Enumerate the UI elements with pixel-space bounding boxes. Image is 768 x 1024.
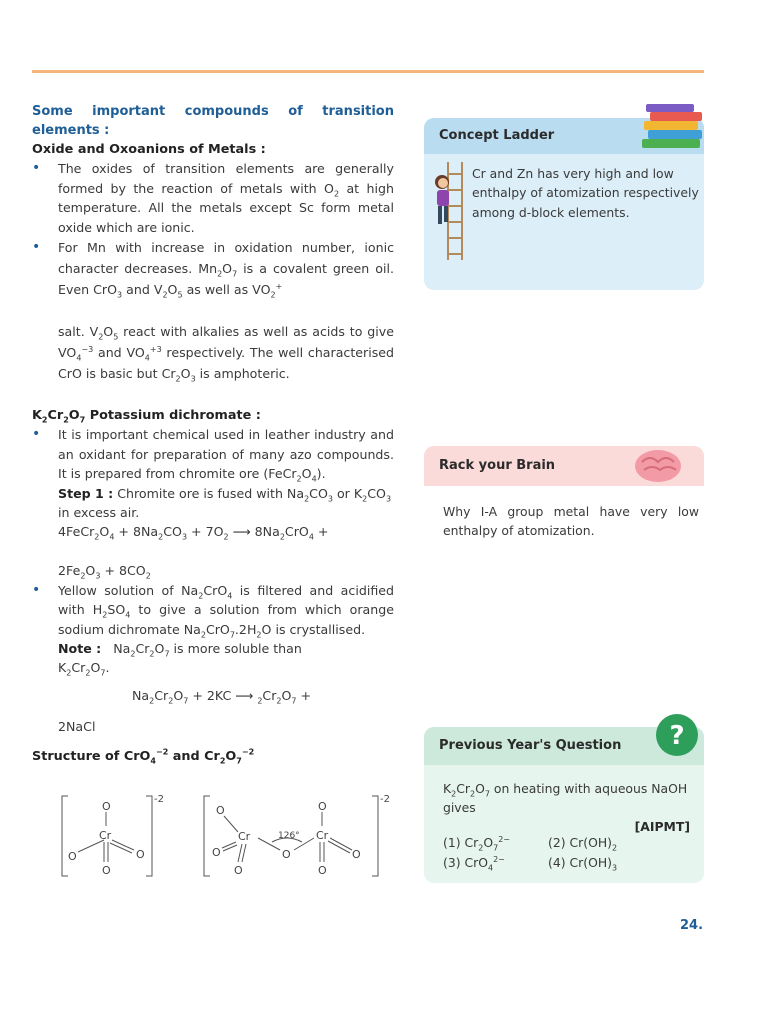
brain-icon — [632, 446, 684, 486]
atom-o: O — [68, 850, 77, 863]
books-icon — [640, 100, 706, 150]
pyq-option-2: (2) $Cr(OH)_2$ — [548, 835, 618, 853]
atom-cr: Cr — [238, 830, 251, 843]
top-rule — [32, 70, 704, 73]
atom-o: O — [136, 848, 145, 861]
pyq-tag: [AIPMT] — [634, 819, 690, 834]
atom-o: O — [234, 864, 243, 877]
section-title: Some important compounds of transition elements : — [32, 104, 394, 138]
main-column — [32, 102, 394, 766]
dichromate-heading: $K_2Cr_2O_7$ Potassium dichromate : — [32, 408, 261, 425]
rack-your-brain-title: Rack your Brain — [424, 446, 704, 486]
atom-cr: Cr — [99, 829, 112, 842]
page-number: 24. — [680, 918, 704, 933]
structure-heading: Structure of CrO$_4^{-2}$ and $Cr_2O_7^{-2}$ — [32, 747, 255, 766]
pyq-question: $K_2Cr_2O_7$ on heating with aqueous NaOH gives — [443, 781, 688, 816]
atom-cr: Cr — [316, 829, 329, 842]
bond-angle: 126° — [278, 831, 300, 841]
atom-o: O — [102, 864, 111, 877]
pyq-option-1: (1) $Cr_2O_7^{2-}$ — [443, 834, 510, 853]
concept-ladder-title: Concept Ladder — [424, 118, 704, 154]
step-1: Step 1 : Chromite ore is fused with $Na_2CO_3$ or $K_2CO_3$ in excess air. — [58, 485, 392, 521]
atom-o: O — [216, 804, 225, 817]
bullet-dichromate-use: • It is important chemical used in leather industry and an oxidant for preparation of many azo compounds. It is prepared from chromite ore $(FeCr_2O_4)$. — [32, 425, 394, 483]
equation-2: $Na_2Cr_2O_7 + 2KC$ ⟶ $_2Cr_2O_7$ + — [132, 687, 312, 706]
equation-2-tail: 2NaCl — [58, 719, 96, 735]
pyq-title: Previous Year's Question — [424, 727, 704, 765]
bullet-mn: • For Mn with increase in oxidation number, ionic character decreases. $Mn_2O_7$ is a covalent green oil. Even CrO$_3$ and $V_2O_5$ as well as $VO_2^+$ salt. $V_2O_5$ react with alkalies as well as acids to give $VO_4^{-3}$ and $VO_4^{+3}$ respectively. The well characterised CrO is basic but $Cr_2O_3$ is amphoteric. — [32, 237, 394, 384]
pyq-option-4: (4) $Cr(OH)_3$ — [548, 855, 618, 873]
rack-your-brain-text: Why I-A group metal have very low enthalpy of atomization. — [443, 504, 699, 539]
bullet-oxides: • The oxides of transition elements are generally formed by the reaction of metals with $O_2$ at high temperature. All the metals except Sc form metal oxide which are ionic. — [32, 159, 394, 237]
note: Note : $Na_2Cr_2O_7$ is more soluble than $K_2Cr_2O_7$. — [58, 640, 302, 678]
atom-o: O — [102, 800, 111, 813]
pyq-option-3: (3) CrO$_4^{2-}$ — [443, 854, 505, 873]
ladder-girl-icon — [428, 160, 470, 262]
oxide-heading: Oxide and Oxoanions of Metals : — [32, 142, 266, 157]
equation-1: $4FeCr_2O_4 + 8Na_2CO_3 + 7O_2$ ⟶ $8Na_2CrO_4$ + $2Fe_2O_3 + 8CO_2$ — [58, 524, 329, 581]
charge-label: -2 — [154, 794, 164, 805]
atom-o: O — [212, 846, 221, 859]
atom-o: O — [282, 848, 291, 861]
atom-o: O — [318, 864, 327, 877]
charge-label: -2 — [380, 794, 390, 805]
question-mark-icon — [654, 712, 700, 758]
atom-o: O — [352, 848, 361, 861]
svg-text:?: ? — [669, 721, 685, 751]
atom-o: O — [318, 800, 327, 813]
chromate-structure-diagram — [54, 790, 394, 882]
bullet-yellow-solution: • Yellow solution of $Na_2CrO_4$ is filtered and acidified with $H_2SO_4$ to give a solution from which orange sodium dichromate $Na_2CrO_7.2H_2O$ is crystallised. — [32, 581, 394, 639]
concept-ladder-text: Cr and Zn has very high and low enthalpy of atomization respectively among d-block elements. — [472, 166, 699, 220]
